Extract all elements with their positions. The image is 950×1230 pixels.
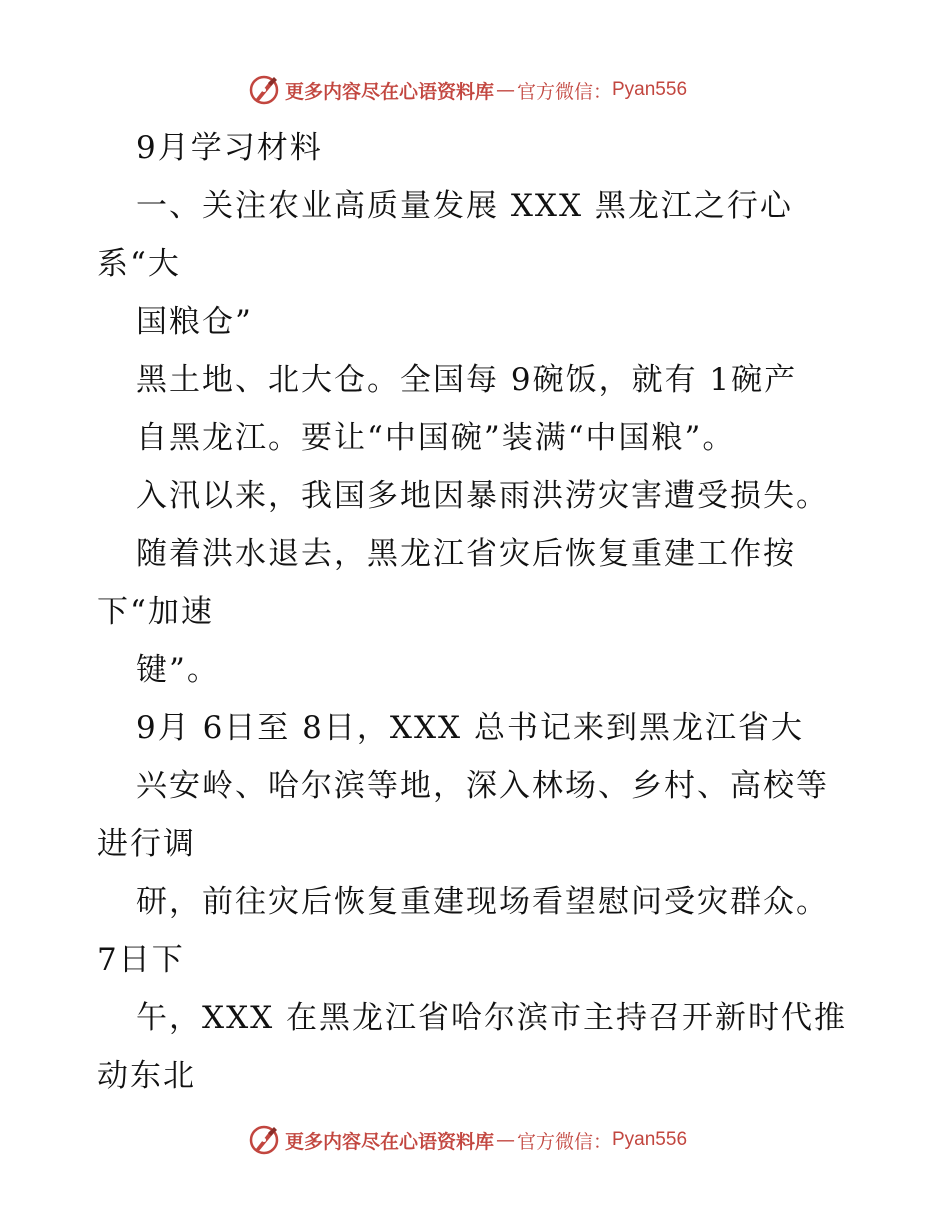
doc-line: 键”。	[136, 652, 220, 688]
doc-line: 国粮仓”	[136, 304, 253, 340]
footer-banner	[0, 1120, 950, 1160]
header-banner-content	[247, 73, 687, 107]
doc-line: 一、关注农业高质量发展 XXX 黑龙江之行心	[136, 188, 793, 224]
banner-wechat-id: Pyan556	[612, 79, 688, 100]
doc-line: 自黑龙江。要让“中国碗”装满“中国粮”。	[136, 420, 736, 456]
doc-line: 动东北	[97, 1058, 196, 1094]
quill-logo-icon	[247, 1123, 281, 1157]
banner-wechat-label: 官方微信：	[516, 1130, 612, 1153]
banner-main-text: 更多内容尽在心语资料库	[284, 1130, 494, 1153]
doc-line: 研，前往灾后恢复重建现场看望慰问受灾群众。	[136, 884, 829, 920]
header-banner	[0, 70, 950, 110]
doc-line: 进行调	[97, 826, 196, 862]
banner-separator: —	[495, 79, 515, 101]
banner-wechat-label: 官方微信：	[516, 80, 612, 103]
doc-line: 下“加速	[97, 594, 214, 630]
doc-line: 7日下	[97, 942, 185, 978]
doc-line: 黑土地、北大仓。全国每 9碗饭，就有 1碗产	[136, 362, 798, 398]
doc-line: 系“大	[97, 246, 181, 282]
doc-line: 兴安岭、哈尔滨等地，深入林场、乡村、高校等	[136, 768, 829, 804]
banner-main-text: 更多内容尽在心语资料库	[284, 80, 494, 103]
banner-wechat-id: Pyan556	[612, 1129, 688, 1150]
doc-title: 9月学习材料	[136, 130, 323, 166]
doc-line: 午，XXX 在黑龙江省哈尔滨市主持召开新时代推	[136, 1000, 848, 1036]
footer-banner-content	[247, 1123, 687, 1157]
banner-separator: —	[495, 1129, 515, 1151]
doc-line: 9月 6日至 8日，XXX 总书记来到黑龙江省大	[136, 710, 804, 746]
quill-logo-icon	[247, 73, 281, 107]
doc-line: 随着洪水退去，黑龙江省灾后恢复重建工作按	[136, 536, 796, 572]
doc-line: 入汛以来，我国多地因暴雨洪涝灾害遭受损失。	[136, 478, 829, 514]
